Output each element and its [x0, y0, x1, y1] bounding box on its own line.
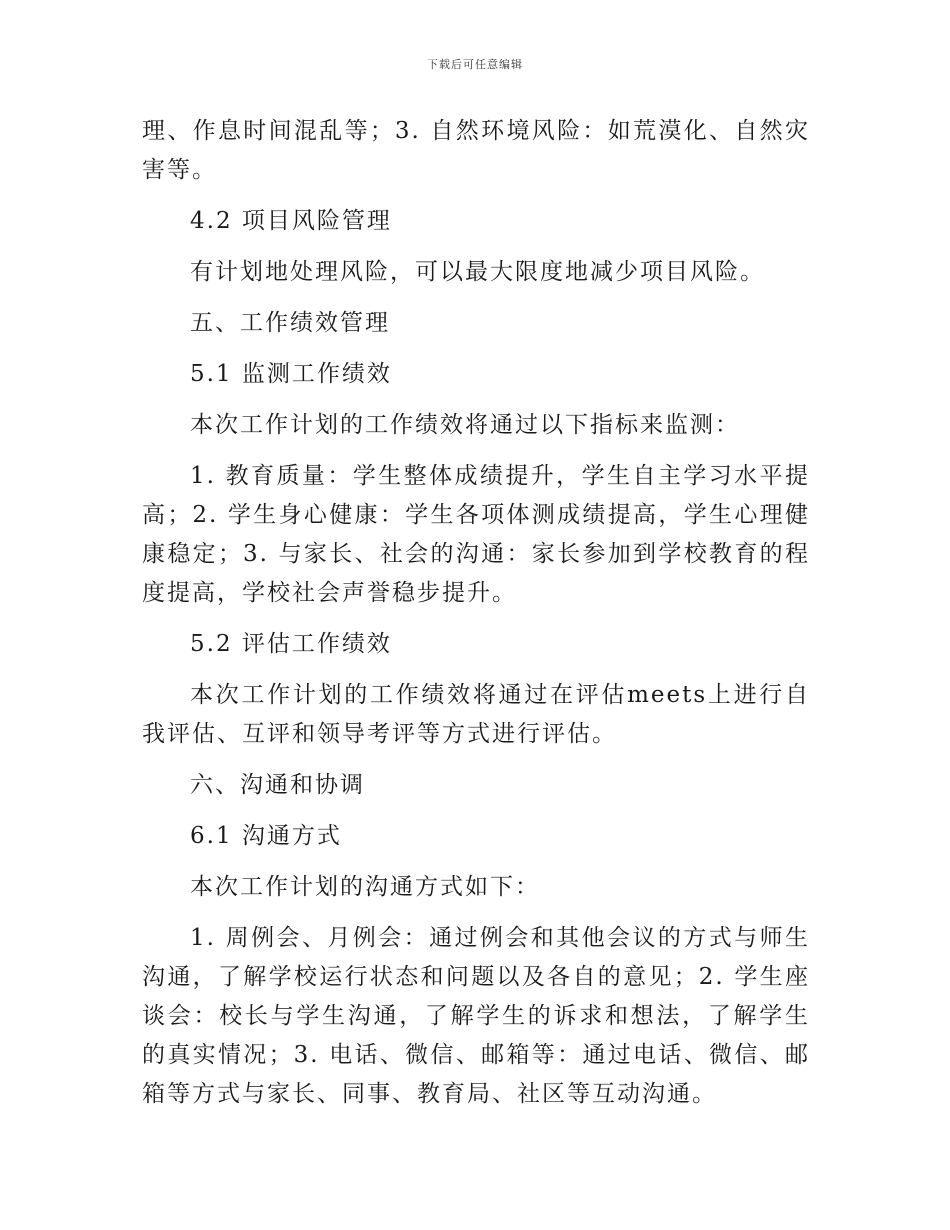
paragraph-monitor-indicators: 1. 教育质量：学生整体成绩提升，学生自主学习水平提高；2. 学生身心健康：学生各项体测成绩提高，学生心理健康稳定；3. 与家长、社会的沟通：家长参加到学校教育的程度提高，学校社会声誉稳步提升。: [142, 463, 810, 606]
heading-4-2-project-risk-management: 4.2 项目风险管理: [190, 208, 392, 234]
paragraph-communication-intro: 本次工作计划的沟通方式如下：: [190, 874, 540, 900]
paragraph-monitor-intro: 本次工作计划的工作绩效将通过以下指标来监测：: [190, 412, 740, 438]
heading-5-performance-management: 五、工作绩效管理: [190, 310, 390, 336]
paragraph-communication-list: 1. 周例会、月例会：通过例会和其他会议的方式与师生沟通，了解学校运行状态和问题以及各自的意见；2. 学生座谈会：校长与学生沟通，了解学生的诉求和想法，了解学生的真实情况；3. 电话、微信、邮箱等：通过电话、微信、邮箱等方式与家长、同事、教育局、社区等互动沟通。: [142, 925, 810, 1107]
paragraph-risk-handling: 有计划地处理风险，可以最大限度地减少项目风险。: [190, 259, 765, 285]
heading-5-1-monitor-performance: 5.1 监测工作绩效: [190, 361, 392, 387]
heading-5-2-evaluate-performance: 5.2 评估工作绩效: [190, 631, 392, 657]
heading-6-1-communication-methods: 6.1 沟通方式: [190, 823, 342, 849]
paragraph-evaluation-methods: 本次工作计划的工作绩效将通过在评估meets上进行自我评估、互评和领导考评等方式进行评估。: [142, 682, 810, 747]
paragraph-risk-continued: 理、作息时间混乱等；3. 自然环境风险：如荒漠化、自然灾害等。: [142, 118, 810, 183]
page-header: 下载后可任意编辑: [427, 58, 523, 71]
document-body: [142, 112, 810, 1126]
heading-6-communication-coordination: 六、沟通和协调: [190, 772, 365, 798]
